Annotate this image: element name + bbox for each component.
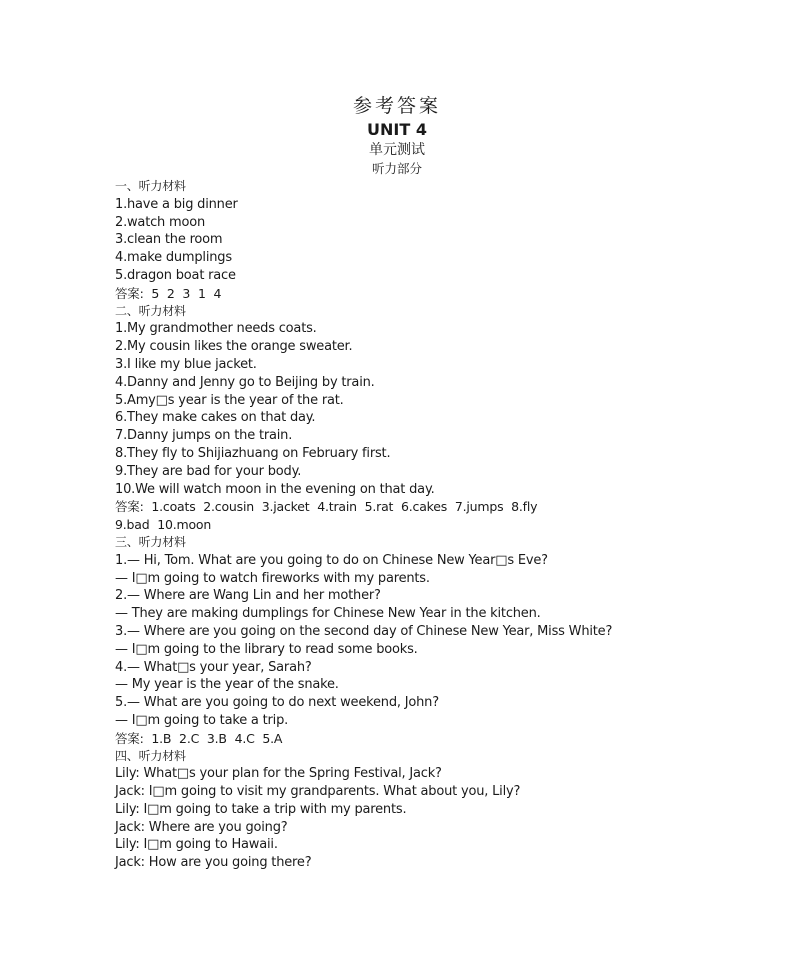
test-heading: 单元测试	[369, 142, 425, 158]
part-heading: 听力部分	[371, 161, 422, 176]
unit-heading: UNIT 4	[367, 120, 427, 139]
text-line: 3.clean the room	[115, 232, 223, 248]
text-line: — I□m going to the library to read some books.	[115, 641, 418, 657]
answer-line: 9.bad 10.moon	[115, 517, 212, 533]
text-line: 10.We will watch moon in the evening on that day.	[115, 481, 435, 497]
text-line: Jack: I□m going to visit my grandparents. What about you, Lily?	[115, 784, 521, 800]
text-line: 8.They fly to Shijiazhuang on February first.	[115, 445, 391, 461]
text-line: 9.They are bad for your body.	[115, 463, 302, 479]
text-line: Lily: What□s your plan for the Spring Festival, Jack?	[115, 766, 442, 782]
page-title: 参考答案	[352, 95, 441, 117]
text-line: 2.My cousin likes the orange sweater.	[115, 339, 353, 355]
section-heading: 四、听力材料	[115, 748, 186, 763]
text-line: Jack: How are you going there?	[115, 855, 312, 871]
text-line: 3.— Where are you going on the second day of Chinese New Year, Miss White?	[115, 623, 613, 639]
text-line: 4.— What□s your year, Sarah?	[115, 659, 312, 675]
text-line: Lily: I□m going to take a trip with my parents.	[115, 801, 407, 817]
text-line: 4.Danny and Jenny go to Beijing by train.	[115, 374, 375, 390]
text-line: 1.My grandmother needs coats.	[115, 321, 317, 337]
text-line: 1.— Hi, Tom. What are you going to do on Chinese New Year□s Eve?	[115, 552, 548, 568]
text-line: — My year is the year of the snake.	[115, 677, 339, 693]
text-line: 7.Danny jumps on the train.	[115, 428, 293, 444]
text-line: 5.dragon boat race	[115, 267, 236, 283]
text-line: 2.— Where are Wang Lin and her mother?	[115, 588, 381, 604]
text-line: — I□m going to watch fireworks with my parents.	[115, 570, 430, 586]
document-body	[115, 178, 755, 872]
text-line: 5.— What are you going to do next weekend, John?	[115, 695, 439, 711]
text-line: Lily: I□m going to Hawaii.	[115, 837, 278, 853]
text-line: 2.watch moon	[115, 214, 206, 230]
answer-line: 答案: 1.B 2.C 3.B 4.C 5.A	[115, 730, 283, 746]
text-line: 6.They make cakes on that day.	[115, 410, 316, 426]
answer-line: 答案: 5 2 3 1 4	[115, 285, 222, 301]
text-line: Jack: Where are you going?	[115, 819, 288, 835]
text-line: 3.I like my blue jacket.	[115, 356, 257, 372]
text-line: 4.make dumplings	[115, 250, 232, 266]
text-line: — I□m going to take a trip.	[115, 712, 289, 728]
text-line: 1.have a big dinner	[115, 196, 238, 212]
answer-line: 答案: 1.coats 2.cousin 3.jacket 4.train 5.rat 6.cakes 7.jumps 8.fly	[115, 499, 538, 515]
section-heading: 三、听力材料	[115, 534, 186, 549]
section-heading: 二、听力材料	[115, 303, 186, 318]
text-line: — They are making dumplings for Chinese New Year in the kitchen.	[115, 606, 541, 622]
text-line: 5.Amy□s year is the year of the rat.	[115, 392, 344, 408]
document-header	[0, 94, 794, 177]
section-heading: 一、听力材料	[115, 179, 186, 193]
